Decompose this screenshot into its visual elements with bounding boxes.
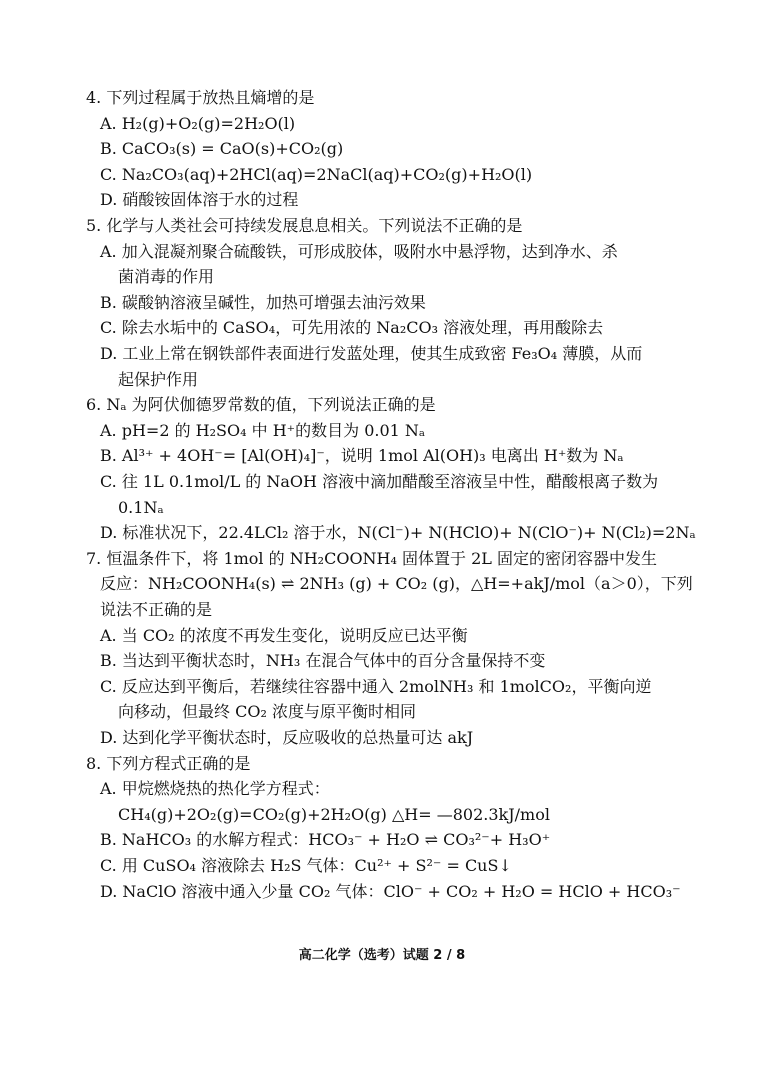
text-line: 向移动，但最终 CO₂ 浓度与原平衡时相同 [118, 702, 416, 722]
answer-option: D. 工业上常在钢铁部件表面进行发蓝处理，使其生成致密 Fe₃O₄ 薄膜，从而 [100, 344, 643, 363]
question-stem: 4. 下列过程属于放热且熵增的是 [86, 88, 315, 107]
answer-option: C. 除去水垢中的 CaSO₄，可先用浓的 Na₂CO₃ 溶液处理，再用酸除去 [100, 318, 604, 338]
question-stem: 6. Nₐ 为阿伏伽德罗常数的值，下列说法正确的是 [86, 395, 436, 415]
answer-option: B. CaCO₃(s) = CaO(s)+CO₂(g) [100, 139, 344, 159]
text-line: 0.1Nₐ [118, 497, 164, 517]
text-line: CH₄(g)+2O₂(g)=CO₂(g)+2H₂O(g) △H= —802.3kJ/mol [118, 804, 550, 824]
answer-option: B. Al³⁺ + 4OH⁻= [Al(OH)₄]⁻，说明 1mol Al(OH)₃ 电离出 H⁺数为 Nₐ [100, 446, 624, 466]
answer-option: A. 加入混凝剂聚合硫酸铁，可形成胶体，吸附水中悬浮物，达到净水、杀 [100, 241, 618, 261]
answer-option: C. 用 CuSO₄ 溶液除去 H₂S 气体：Cu²⁺ + S²⁻ = CuS↓ [100, 856, 512, 875]
answer-option: C. 反应达到平衡后，若继续往容器中通入 2molNH₃ 和 1molCO₂，平衡向逆 [100, 676, 652, 696]
answer-option: 说法不正确的是 [100, 600, 213, 619]
question-stem: 5. 化学与人类社会可持续发展息息相关。下列说法不正确的是 [86, 216, 523, 235]
answer-option: B. NaHCO₃ 的水解方程式：HCO₃⁻ + H₂O ⇌ CO₃²⁻+ H₃O⁺ [100, 830, 551, 850]
answer-option: D. NaClO 溶液中通入少量 CO₂ 气体：ClO⁻ + CO₂ + H₂O = HClO + HCO₃⁻ [100, 881, 681, 901]
answer-option: B. 当达到平衡状态时，NH₃ 在混合气体中的百分含量保持不变 [100, 651, 546, 671]
answer-option: D. 标准状况下，22.4LCl₂ 溶于水，N(Cl⁻)+ N(HClO)+ N(ClO⁻)+ N(Cl₂)=2Nₐ [100, 523, 696, 543]
question-stem: 8. 下列方程式正确的是 [86, 753, 251, 773]
answer-option: B. 碳酸钠溶液呈碱性，加热可增强去油污效果 [100, 292, 426, 312]
answer-option: A. pH=2 的 H₂SO₄ 中 H⁺的数目为 0.01 Nₐ [100, 420, 426, 440]
answer-option: C. Na₂CO₃(aq)+2HCl(aq)=2NaCl(aq)+CO₂(g)+H₂O(l) [100, 164, 533, 184]
text-line: 菌消毒的作用 [118, 267, 215, 287]
answer-option: A. H₂(g)+O₂(g)=2H₂O(l) [100, 113, 296, 133]
answer-option: A. 甲烷燃烧热的热化学方程式： [100, 779, 330, 799]
question-stem: 7. 恒温条件下，将 1mol 的 NH₂COONH₄ 固体置于 2L 固定的密闭容器中发生 [86, 548, 657, 568]
answer-option: 反应：NH₂COONH₄(s) ⇌ 2NH₃ (g) + CO₂ (g)，△H=+akJ/mol（a＞0），下列 [100, 574, 693, 594]
page-footer: 高二化学（选考）试题 2 / 8 [298, 948, 466, 963]
answer-option: D. 硝酸铵固体溶于水的过程 [100, 190, 299, 210]
answer-option: C. 往 1L 0.1mol/L 的 NaOH 溶液中滴加醋酸至溶液呈中性，醋酸根离子数为 [100, 472, 659, 491]
answer-option: D. 达到化学平衡状态时，反应吸收的总热量可达 akJ [100, 728, 474, 747]
answer-option: A. 当 CO₂ 的浓度不再发生变化，说明反应已达平衡 [100, 625, 468, 645]
text-line: 起保护作用 [118, 369, 199, 389]
